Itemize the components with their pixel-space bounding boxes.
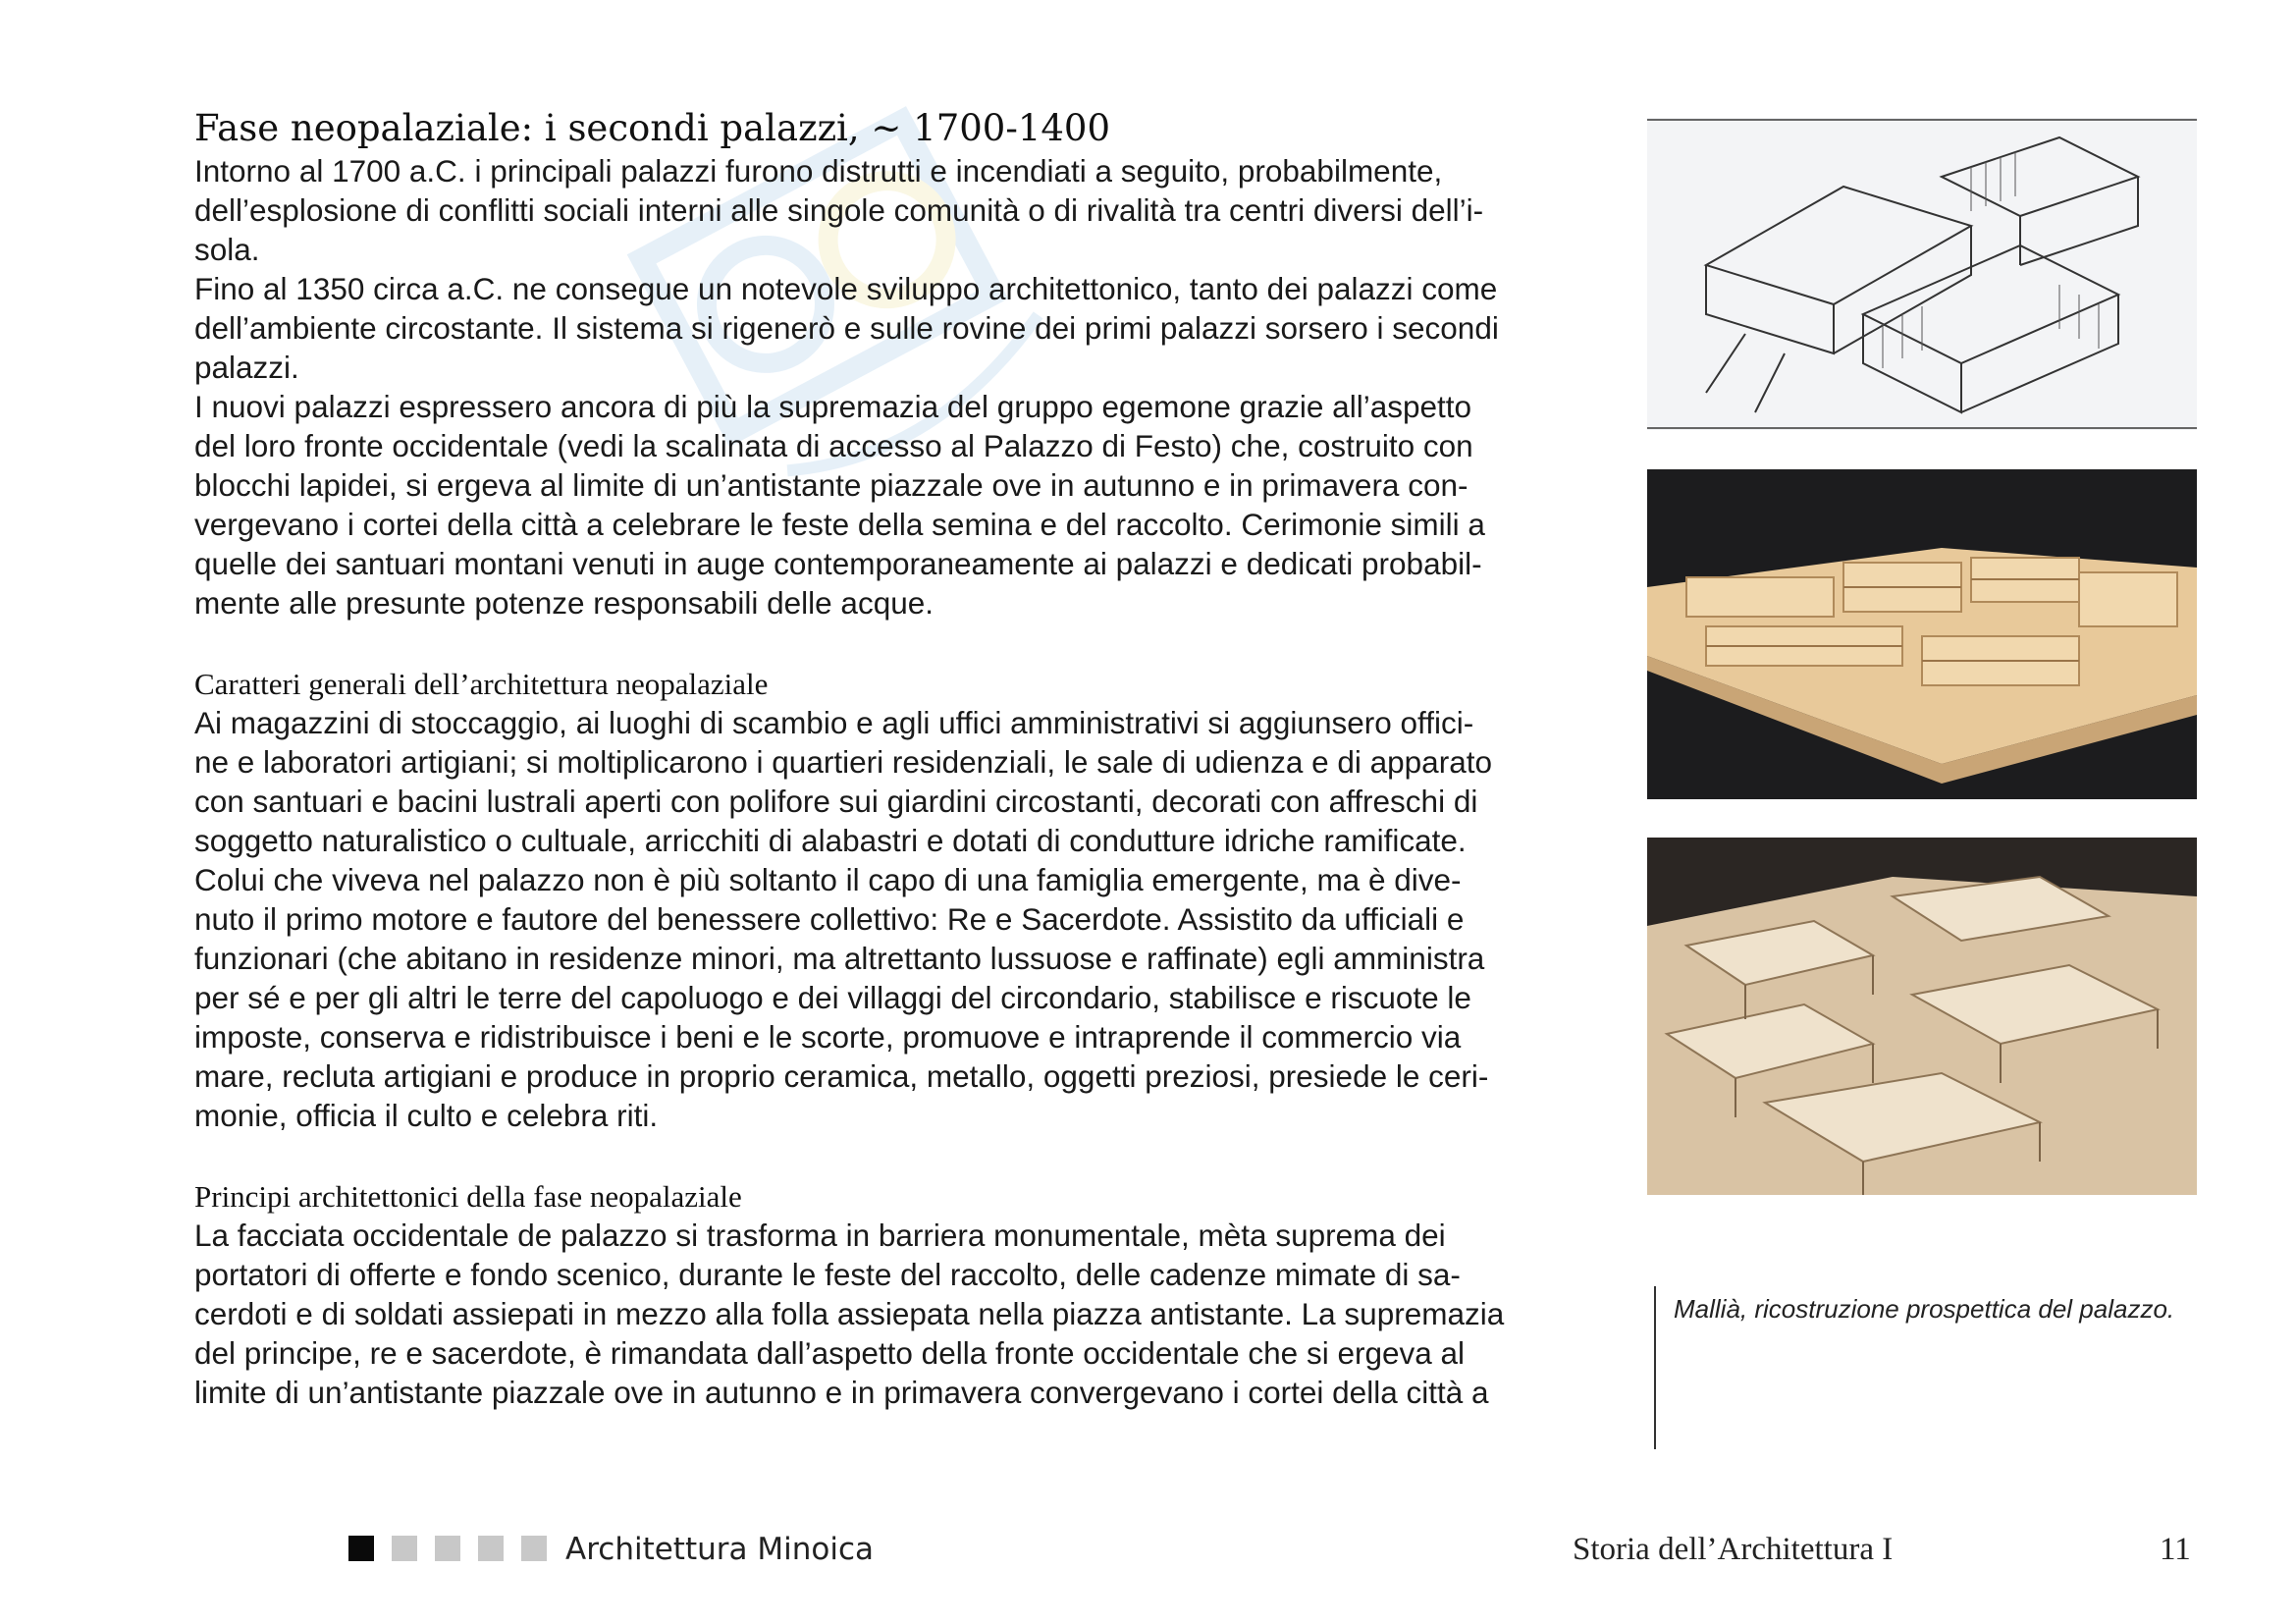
figure-model-top (1647, 469, 2197, 799)
figure-drawing (1647, 118, 2197, 430)
footer-course: Storia dell’Architettura I (1573, 1532, 1894, 1567)
caption-rule (1654, 1286, 1656, 1449)
general-paragraph: Ai magazzini di stoccaggio, ai luoghi di scambio e agli uffici amministrativi si aggiunsero offici- ne e laboratori artigiani; si moltiplicarono i quartieri residenziali, le sale di udienza e di apparato con santuari e bacini lustrali aperti con polifore sui giardini circostanti, decorati con affreschi di soggetto naturalistico o cultuale, arricchiti di alabastri e dotati di condutture idriche ramificate. Colui che viveva nel palazzo non è più soltanto il capo di una famiglia emergente, ma è dive- nuto il primo motore e fautore del benessere collettivo: Re e Sacerdote. Assistito da ufficiali e funzionari (che abitano in residenze minori, ma altrettanto lussuose e raffinate) egli amministra per sé e per gli altri le terre del capoluogo e dei villaggi del circondario, stabilisce e riscuote le imposte, conserva e ridistribuisce i beni e le scorte, promuove e intraprende il commercio via mare, recluta artigiani e produce in proprio ceramica, metallo, oggetti preziosi, presiede le ceri- monie, officia il culto e celebra riti. (194, 705, 1492, 1133)
progress-square-icon (478, 1536, 504, 1561)
section-title: Fase neopalaziale: i secondi palazzi, ~ 1700-1400 (194, 107, 1111, 149)
progress-square-icon (392, 1536, 417, 1561)
subsection-title-principles: Principi architettonici della fase neopalaziale (194, 1179, 742, 1214)
page-number: 11 (2160, 1532, 2191, 1567)
intro-paragraph: Intorno al 1700 a.C. i principali palazzi furono distrutti e incendiati a seguito, probabilmente, dell’esplosione di conflitti sociali interni alle singole comunità o di rivalità tra centri diversi dell’i- sola. Fino al 1350 circa a.C. ne consegue un notevole sviluppo architettonico, tanto dei palazzi come dell’ambiente circostante. Il sistema si rigenerò e sulle rovine dei primi palazzi sorsero i secondi palazzi. I nuovi palazzi espressero ancora di più la supremazia del gruppo egemone grazie all’aspetto del loro fronte occidentale (vedi la scalinata di accesso al Palazzo di Festo) che, costruito con blocchi lapidei, si ergeva al limite di un’antistante piazzale ove in autunno e in primavera con- vergevano i cortei della città a celebrare le feste della semina e del raccolto. Cerimonie simili a quelle dei santuari montani venuti in auge contemporaneamente ai palazzi e dedicati probabil- mente alle presunte potenze responsabili delle acque. (194, 153, 1499, 621)
subsection-title-general: Caratteri generali dell’architettura neopalaziale (194, 667, 769, 701)
progress-square-icon (435, 1536, 460, 1561)
progress-square-icon (348, 1536, 374, 1561)
footer (0, 1532, 2296, 1571)
progress-square-icon (521, 1536, 547, 1561)
main-text-column (194, 106, 1608, 1412)
figure-caption: Mallià, ricostruzione prospettica del palazzo. (1674, 1294, 2175, 1324)
figure-model-detail (1647, 838, 2197, 1195)
footer-chapter: Architettura Minoica (565, 1532, 874, 1567)
principles-paragraph: La facciata occidentale de palazzo si trasforma in barriera monumentale, mèta suprema dei portatori di offerte e fondo scenico, durante le feste del raccolto, delle cadenze mimate di sa- cerdoti e di soldati assiepati in mezzo alla folla assiepata nella piazza antistante. La supremazia del principe, re e sacerdote, è rimandata dall’aspetto della fronte occidentale che si ergeva al limite di un’antistante piazzale ove in autunno e in primavera convergevano i cortei della città a (194, 1218, 1505, 1410)
